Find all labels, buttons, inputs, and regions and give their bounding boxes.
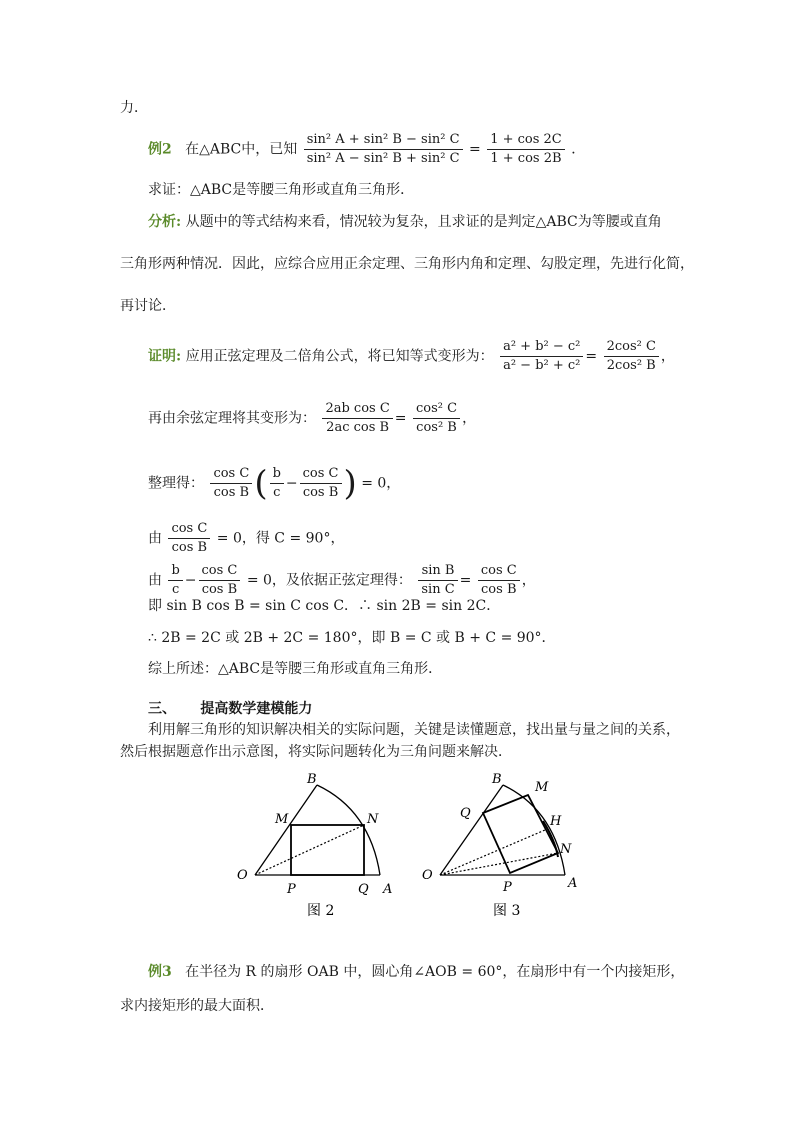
figures [225,765,595,925]
proof-step3-fd: cos B [213,485,250,500]
example2-label: 例2 [148,141,172,158]
proof-step7: ∴ 2B = 2C 或 2B + 2C = 180°，即 B = C 或 B + C = 90°． [148,630,556,646]
proof-step5-cn: cos C [199,562,241,581]
fig3-label-o: O [422,868,433,883]
example2-right-den: 1 + cos 2B [490,151,562,166]
proof-step1: 证明: 应用正弦定理及二倍角公式，将已知等式变形为： $\frac{\text{a² + b² − c²}}{\text{a² − b² + c²}}$ = $\frac{\text{2cos² C}}{\text{2cos² B}}$ ， [148,339,675,373]
fig2-label-n: N [367,812,379,827]
fig3-label-p: P [503,880,512,895]
proof-step5-cd: cos B [201,582,238,597]
proof-step2-end: ， [462,410,477,427]
proof-step3: 整理得： $\frac{\text{cos C}}{\text{cos B}}$ ( $\frac{b}{c}$ − $\frac{\text{cos C}}{\text{cos B}}$ ) = 0， [148,463,401,504]
fig3-label-q: Q [460,806,471,821]
example2-left-num: sin² A + sin² B − sin² C [304,131,463,150]
example2-left-fraction [304,131,463,168]
proof-step3-cn: cos C [300,465,342,484]
proof-step1-left-frac [500,338,583,375]
proof-step2-ln: 2ab cos C [322,400,392,419]
example2-right-fraction [487,131,565,168]
proof-step2: 再由余弦定理将其变形为： $\frac{\text{2ab cos C}}{\text{2ac cos B}}$ = $\frac{\text{cos² C}}{\text{cos² B}}$ ， [148,401,477,435]
proof-step3-cd: cos B [302,485,339,500]
analysis-line3: 再讨论． [120,298,176,314]
example2-left-den: sin² A − sin² B + sin² C [306,151,460,166]
example3-text1: 在半径为 R 的扇形 OAB 中，圆心角∠AOB = 60°，在扇形中有一个内接矩形， [185,964,685,980]
proof-step4-fd: cos B [171,540,208,555]
fig3-caption: 图 3 [493,903,521,919]
fig2-label-m: M [275,812,289,827]
proof-step3-end: = 0， [361,475,401,492]
proof-step5-mid: = 0，及依据正弦定理得： [246,572,412,589]
proof-step3-bd: c [273,485,281,500]
proof-step3-frac [210,465,252,502]
example2-end: ． [571,141,586,158]
prove-line: 求证：△ABC是等腰三角形或直角三角形． [148,182,415,198]
example3-line1 [148,962,684,982]
fig2-label-b: B [307,772,317,787]
proof-step5-s-frac [418,562,457,599]
analysis-label: 分析: [148,214,182,230]
section3-title: 提高数学建模能力 [200,701,313,717]
proof-step5-bn: b [168,562,182,581]
proof-step5: 由 $\frac{b}{c}$ − $\frac{\text{cos C}}{\text{cos B}}$ = 0，及依据正弦定理得： $\frac{\text{sin B}}{\text{sin C}}$ = $\frac{\text{cos C}}{\text{cos B}}$ ， [148,563,536,597]
proof-step5-sd: sin C [421,582,455,597]
proof-step5-r-frac [478,562,520,599]
fig3-label-a: A [568,876,578,891]
proof-step3-c-frac [300,465,342,502]
proof-step5-end: ， [521,572,536,589]
fig2-caption: 图 2 [307,903,335,919]
fig3-label-b: B [492,772,502,787]
example2-text: 在△ABC中，已知 [185,141,298,158]
fig3-label-m: M [535,780,549,795]
proof-step1-rn: 2cos² C [604,338,659,357]
top-line: 力． [120,100,148,116]
proof-step5-rn: cos C [478,562,520,581]
proof-conclusion: 综上所述：△ABC是等腰三角形或直角三角形． [148,661,443,677]
proof-step5-bc-frac [168,562,182,599]
analysis-line2: 三角形两种情况．因此，应综合应用正余定理、三角形内角和定理、勾股定理，先进行化简， [120,256,694,272]
fig2-label-p: P [287,882,296,897]
proof-step2-left-frac [322,400,392,437]
proof-step5-rd: cos B [481,582,517,597]
proof-step3-fn: cos C [210,465,252,484]
proof-step5-sn: sin B [418,562,457,581]
proof-step1-ld: a² − b² + c² [503,358,581,373]
proof-step5-pre: 由 [148,572,162,589]
fig2-label-a: A [383,882,393,897]
proof-step5-c-frac [199,562,241,599]
proof-step4-pre: 由 [148,530,162,547]
proof-step4 [148,520,344,557]
section3-para1: 利用解三角形的知识解决相关的实际问题，关键是读懂题意，找出量与量之间的关系， [148,722,680,738]
example2-statement [148,131,585,168]
proof-step2-text: 再由余弦定理将其变形为： [148,410,316,427]
proof-step3-bn: b [270,465,284,484]
proof-step4-end: = 0，得 C = 90°， [216,530,345,547]
fig3-label-h: H [550,814,562,829]
figure3 [422,772,577,919]
proof-step6: 即 sin B cos B = sin C cos C．∴ sin 2B = sin 2C． [148,598,501,614]
proof-step4-frac [168,520,210,557]
proof-step3-text: 整理得： [148,475,204,492]
example2-eq: = [469,141,481,158]
example2-right-num: 1 + cos 2C [487,131,565,150]
proof-step2-right-frac [413,400,460,437]
proof-step2-rd: cos² B [416,420,457,435]
example3-line2: 求内接矩形的最大面积． [120,998,274,1014]
fig2-label-o: O [237,868,248,883]
proof-step4-fn: cos C [168,520,210,539]
proof-step3-bc-frac [270,465,284,502]
proof-label: 证明: [148,348,182,365]
proof-step1-ln: a² + b² − c² [500,338,583,357]
proof-step1-text: 应用正弦定理及二倍角公式，将已知等式变形为： [185,348,494,365]
proof-step5-bd: c [171,582,180,597]
fig2-label-q: Q [358,882,369,897]
example3-label: 例3 [148,964,172,980]
fig3-label-n: N [560,842,572,857]
figure2 [237,772,392,919]
analysis-text1: 从题中的等式结构来看，情况较为复杂，且求证的是判定△ABC为等腰或直角 [185,214,662,230]
section3-heading [148,699,312,719]
proof-step1-end: ， [660,348,675,365]
section3-number: 三、 [148,701,176,717]
proof-step2-rn: cos² C [413,400,460,419]
section3-para2: 然后根据题意作出示意图，将实际问题转化为三角问题来解决． [120,744,512,760]
proof-step2-ld: 2ac cos B [326,420,390,435]
analysis-line1 [148,212,662,232]
proof-step1-rd: 2cos² B [606,358,656,373]
proof-step1-right-frac [604,338,659,375]
